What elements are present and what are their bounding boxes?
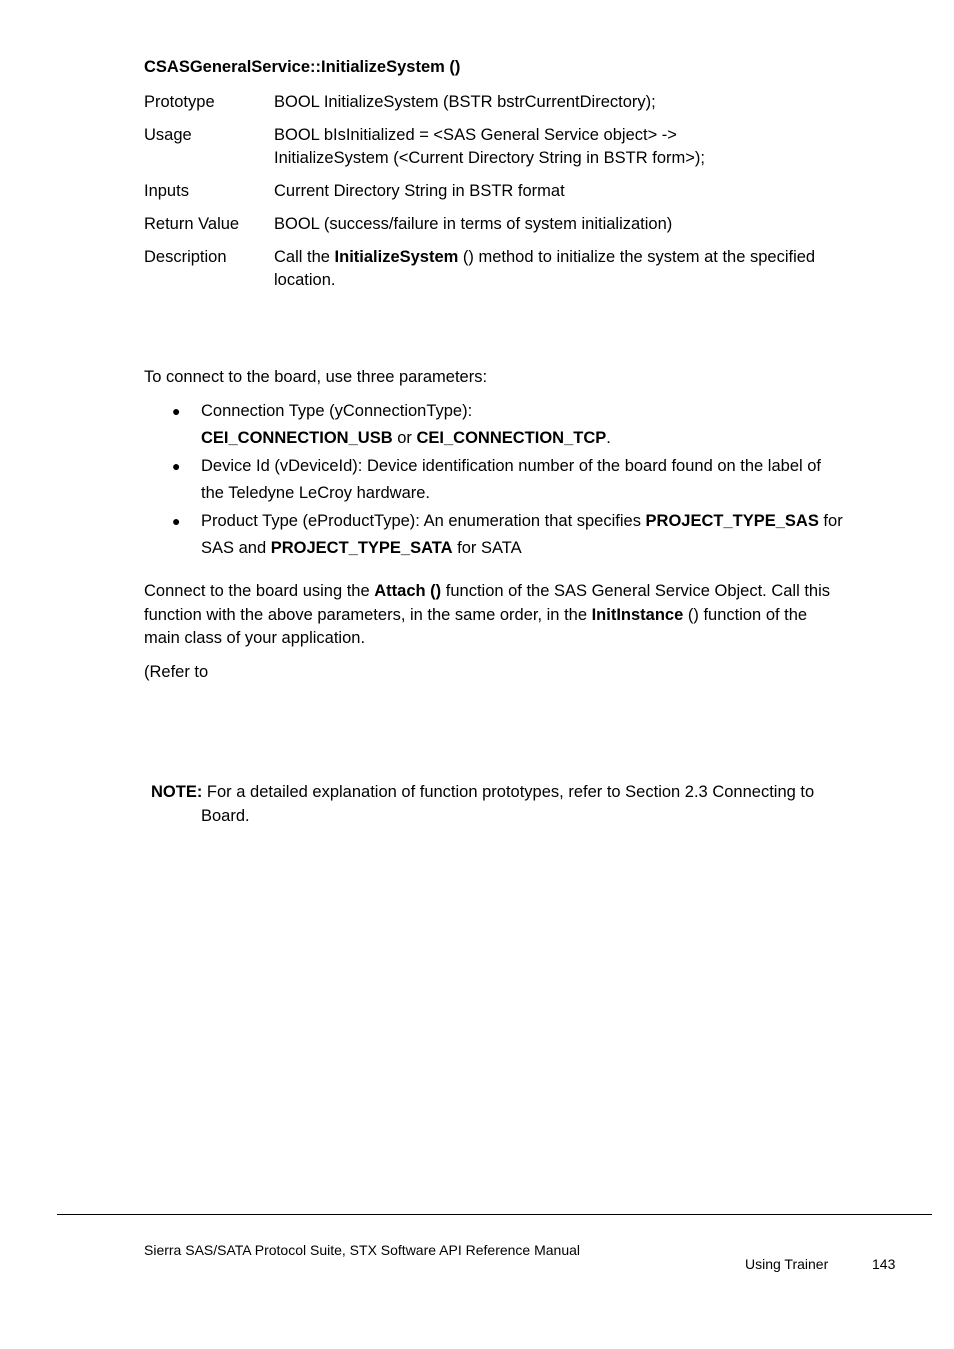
attach-l2post: () function of the (683, 605, 808, 624)
cei-connection-usb: CEI_CONNECTION_USB (201, 429, 393, 447)
description-label: Description (144, 248, 227, 266)
note-text-line1: For a detailed explanation of function prototypes, refer to Section 2.3 Connecting to (202, 783, 815, 801)
description-text-post: () method to initialize the system at the specified (458, 248, 816, 266)
attach-function: Attach () (374, 582, 442, 600)
bullet-2-line2: the Teledyne LeCroy hardware. (201, 484, 431, 502)
note-block (151, 780, 871, 828)
attach-l1pre: Connect to the board using the (144, 582, 375, 600)
attach-l3: main class of your application. (144, 629, 366, 647)
bullet-dot: ● (172, 458, 181, 474)
refer-text: (Refer to (144, 663, 209, 681)
usage-value (274, 124, 874, 170)
description-text-pre: Call the (274, 248, 335, 266)
project-type-sata: PROJECT_TYPE_SATA (270, 539, 453, 557)
footer-manual-title: Sierra SAS/SATA Protocol Suite, STX Software API Reference Manual (144, 1242, 581, 1258)
description-method-name: InitializeSystem (334, 248, 459, 266)
connect-intro: To connect to the board, use three parameters: (144, 368, 488, 386)
bullet-3-pre: Product Type (eProductType): An enumeration that specifies (201, 512, 646, 530)
bullet-3-post: for (818, 512, 843, 530)
bullet-1-line1: Connection Type (yConnectionType): (201, 402, 473, 420)
inputs-label: Inputs (144, 182, 189, 200)
attach-l2pre: function with the above parameters, in the same order, in the (144, 605, 592, 624)
description-value (274, 246, 874, 292)
return-value-label: Return Value (144, 215, 240, 233)
bullet-connection-type (201, 398, 881, 452)
footer-divider (57, 1214, 932, 1215)
cei-connection-tcp: CEI_CONNECTION_TCP (416, 429, 607, 447)
method-title: CSASGeneralService::InitializeSystem () (144, 58, 461, 76)
bullet-3-l2post: for SATA (452, 539, 522, 557)
bullet-product-type (201, 508, 881, 562)
bullet-2-line1: Device Id (vDeviceId): Device identification number of the board found on the label of (201, 457, 822, 475)
attach-paragraph (144, 580, 874, 651)
description-text-line2: location. (274, 271, 336, 289)
attach-l1post: function of the SAS General Service Object. Call this (441, 582, 831, 600)
return-value-value: BOOL (success/failure in terms of system initialization) (274, 215, 673, 233)
bullet-1-or: or (392, 429, 417, 447)
prototype-label: Prototype (144, 93, 215, 111)
bullet-device-id (201, 453, 881, 507)
bullet-dot: ● (172, 513, 181, 529)
usage-value-line2: InitializeSystem (<Current Directory String in BSTR form>); (274, 149, 705, 167)
note-text-line2: Board. (201, 807, 250, 825)
usage-value-line1: BOOL bIsInitialized = <SAS General Service object> -> (274, 126, 677, 144)
bullet-dot: ● (172, 403, 181, 419)
footer-page-number: 143 (872, 1256, 896, 1272)
initinstance-function: InitInstance (591, 605, 684, 624)
prototype-value: BOOL InitializeSystem (BSTR bstrCurrentDirectory); (274, 93, 656, 111)
usage-label: Usage (144, 126, 192, 144)
bullet-3-l2pre: SAS and (201, 539, 271, 557)
inputs-value: Current Directory String in BSTR format (274, 182, 565, 200)
footer-section: Using Trainer (745, 1256, 829, 1272)
bullet-1-period: . (606, 429, 611, 447)
note-label: NOTE: (151, 783, 203, 801)
project-type-sas: PROJECT_TYPE_SAS (645, 512, 819, 530)
